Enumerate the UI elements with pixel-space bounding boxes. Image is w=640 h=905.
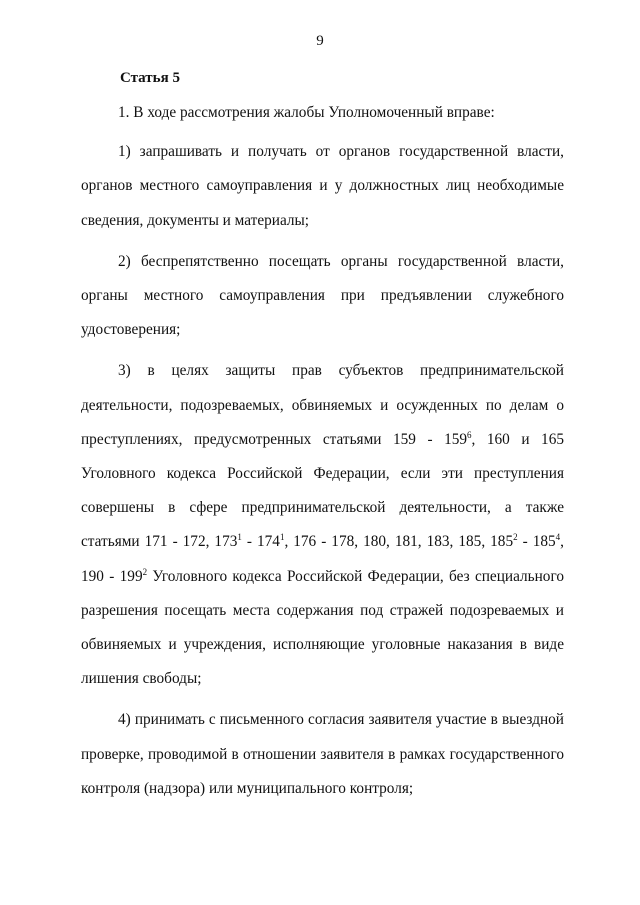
superscript: 2	[513, 532, 518, 543]
item-4-line-3: контроля (надзора) или муниципального контроля;	[81, 779, 414, 797]
item-1-line-1: 1) запрашивать и получать от органов государственной власти,	[118, 143, 564, 161]
item-3-line-6-text: статьями 171 - 172, 173	[81, 533, 238, 551]
item-3-line-8: разрешения посещать места содержания под стражей подозреваемых и	[81, 601, 564, 619]
item-3-line-6-text: , 176 - 178, 180, 181, 183, 185, 185	[284, 533, 514, 551]
item-3-line-7-tail: Уголовного кодекса Российской Федерации, без специального	[147, 567, 564, 585]
item-3-line-7-text: 190 - 199	[81, 567, 143, 585]
superscript: 2	[142, 566, 148, 577]
item-2-line-2: органы местного самоуправления при предъявлении служебного	[81, 287, 564, 305]
intro-line: 1. В ходе рассмотрения жалобы Уполномоченный вправе:	[118, 104, 495, 121]
page-number: 9	[316, 33, 324, 49]
intro-paragraph	[81, 96, 564, 130]
article-body	[81, 96, 564, 806]
article-title: Статья 5	[120, 70, 180, 86]
item-3-line-7	[81, 560, 564, 594]
item-3-line-6-text: - 185	[517, 533, 556, 551]
item-4	[81, 703, 564, 806]
item-3	[81, 354, 564, 696]
item-3-line-1: 3) в целях защиты прав субъектов предпринимательской	[118, 362, 564, 380]
item-3-line-6-text: - 174	[241, 533, 280, 551]
superscript: 1	[237, 532, 242, 543]
item-3-line-3-tail: , 160 и 165	[471, 430, 564, 448]
superscript: 4	[555, 532, 561, 543]
item-2-line-1: 2) беспрепятственно посещать органы государственной власти,	[118, 252, 564, 270]
item-3-line-4: Уголовного кодекса Российской Федерации, если эти преступления	[81, 465, 564, 483]
superscript: 1	[279, 532, 285, 543]
item-4-line-1: 4) принимать с письменного согласия заявителя участие в выездной	[118, 711, 564, 729]
item-3-line-3	[81, 423, 564, 457]
item-3-line-2: деятельности, подозреваемых, обвиняемых и осужденных по делам о	[81, 396, 564, 414]
item-1	[81, 135, 564, 238]
item-3-line-6-text: ,	[560, 533, 564, 551]
item-3-line-5: совершены в сфере предпринимательской деятельности, а также	[81, 499, 564, 517]
item-3-line-10: лишения свободы;	[81, 670, 202, 688]
item-4-line-2: проверке, проводимой в отношении заявителя в рамках государственного	[81, 745, 564, 763]
item-1-line-2: органов местного самоуправления и у должностных лиц необходимые	[81, 177, 564, 195]
item-2-line-3: удостоверения;	[81, 321, 181, 339]
item-3-line-3-text: преступлениях, предусмотренных статьями 159 - 159	[81, 430, 468, 448]
item-1-line-3: сведения, документы и материалы;	[81, 211, 310, 229]
item-3-line-6	[81, 525, 564, 559]
superscript: 6	[467, 429, 472, 440]
item-2	[81, 245, 564, 348]
item-3-line-9: обвиняемых и учреждения, исполняющие уголовные наказания в виде	[81, 636, 564, 654]
